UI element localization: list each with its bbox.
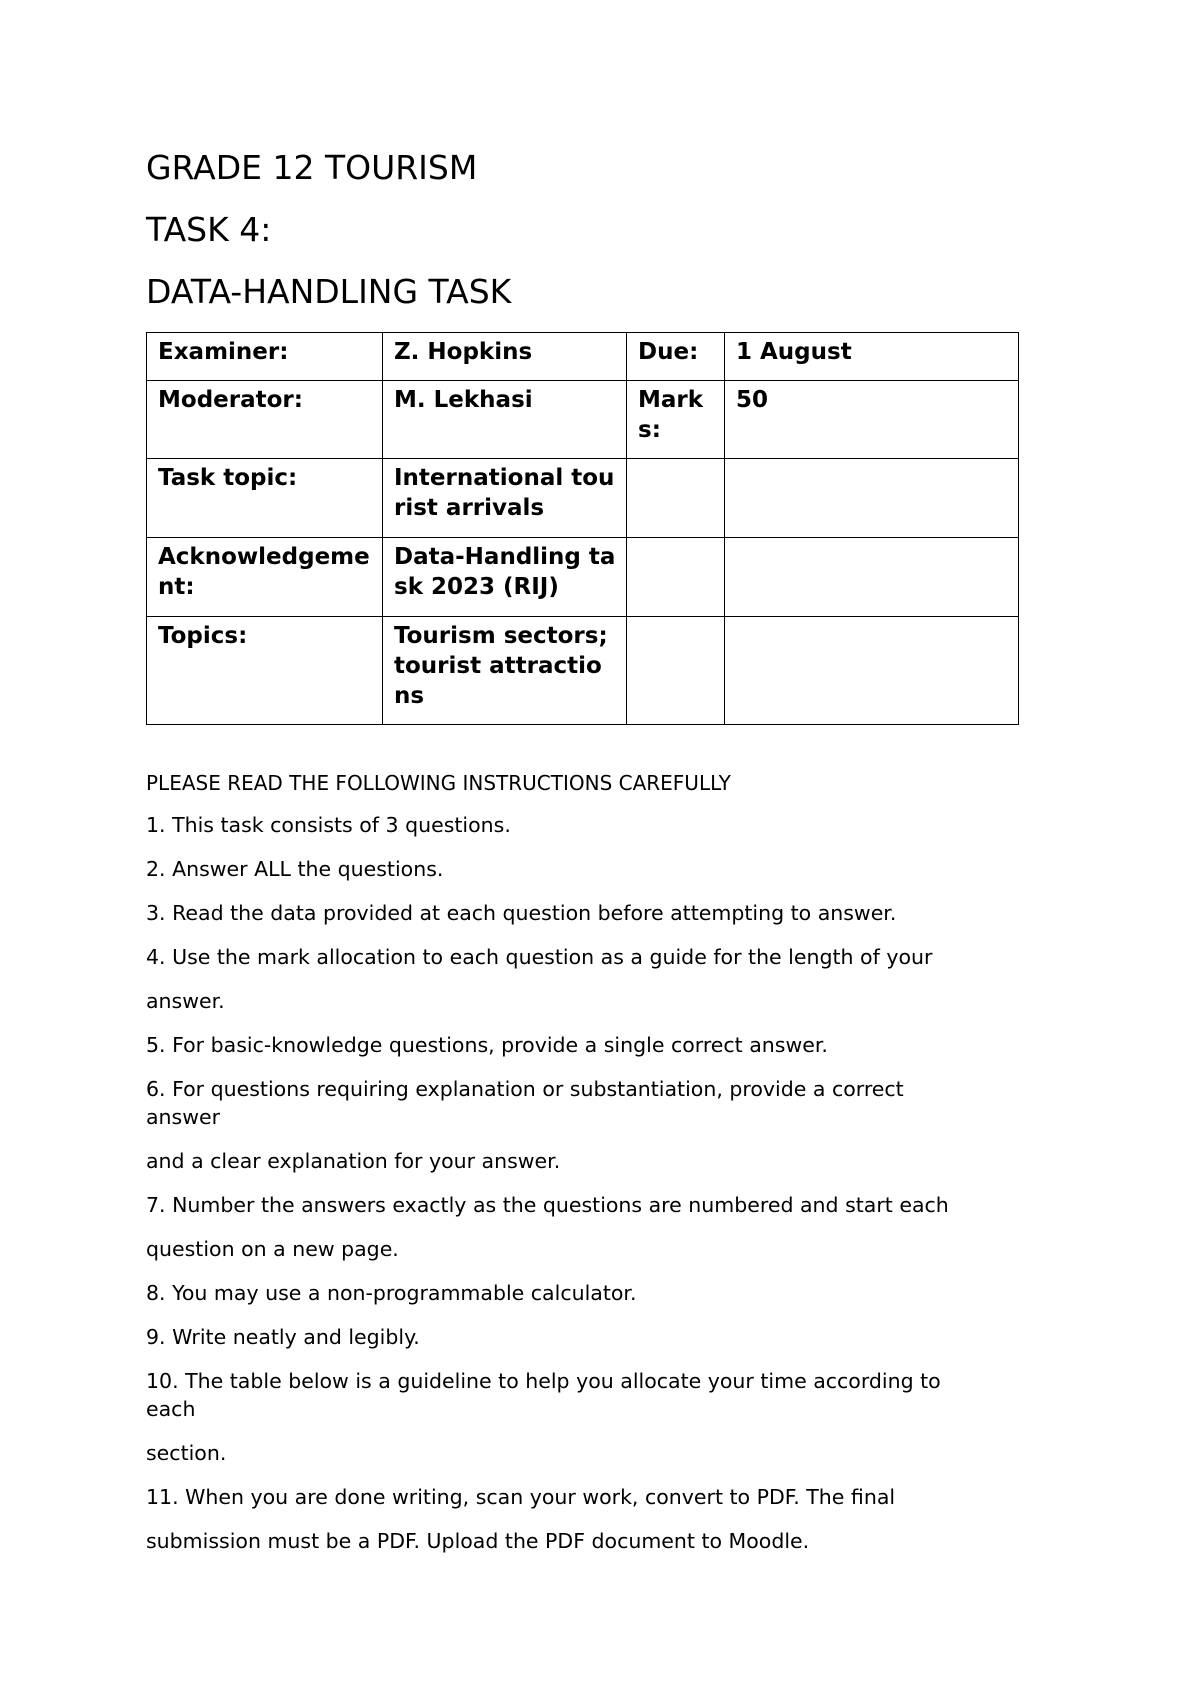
instruction-line: 6. For questions requiring explanation or substantiation, provide a correct — [146, 1077, 904, 1101]
instruction-line: 10. The table below is a guideline to help you allocate your time according to — [146, 1369, 941, 1393]
instruction-line: 9. Write neatly and legibly. — [146, 1325, 420, 1349]
instruction-line: 3. Read the data provided at each question before attempting to answer. — [146, 901, 897, 925]
cell-empty — [725, 617, 1019, 725]
cell-marks-value: 50 — [725, 381, 1019, 459]
cell-task-topic-label: Task topic: — [147, 459, 383, 538]
table-row — [147, 617, 1019, 725]
cell-moderator-value: M. Lekhasi — [383, 381, 627, 459]
instructions-list — [146, 812, 1046, 1555]
cell-empty — [627, 538, 725, 617]
table-row — [147, 381, 1019, 459]
instruction-line: 7. Number the answers exactly as the questions are numbered and start each — [146, 1193, 949, 1217]
instruction-line: 4. Use the mark allocation to each question as a guide for the length of your — [146, 945, 933, 969]
cell-empty — [627, 459, 725, 538]
cell-due-label: Due: — [627, 333, 725, 381]
instruction-line: 2. Answer ALL the questions. — [146, 857, 444, 881]
table-row — [147, 538, 1019, 617]
cell-due-value: 1 August — [725, 333, 1019, 381]
cell-moderator-label: Moderator: — [147, 381, 383, 459]
instruction-line: 5. For basic-knowledge questions, provide a single correct answer. — [146, 1033, 828, 1057]
cell-examiner-label: Examiner: — [147, 333, 383, 381]
cell-empty — [725, 459, 1019, 538]
instruction-line: 11. When you are done writing, scan your work, convert to PDF. The final — [146, 1485, 896, 1509]
instruction-line: answer — [146, 1105, 221, 1129]
instruction-line: 8. You may use a non-programmable calculator. — [146, 1281, 637, 1305]
instruction-line: each — [146, 1397, 196, 1421]
cell-examiner-value: Z. Hopkins — [383, 333, 627, 381]
table-row — [147, 333, 1019, 381]
cell-acknowledgement-value: Data-Handling task 2023 (RIJ) — [383, 538, 627, 617]
cell-acknowledgement-label: Acknowledgement: — [147, 538, 383, 617]
cell-empty — [627, 617, 725, 725]
instruction-line: submission must be a PDF. Upload the PDF document to Moodle. — [146, 1529, 810, 1553]
instruction-line: section. — [146, 1441, 227, 1465]
title-task-number: TASK 4: — [146, 210, 272, 249]
cell-marks-label: Marks: — [627, 381, 725, 459]
instruction-line: and a clear explanation for your answer. — [146, 1149, 561, 1173]
instruction-line: 1. This task consists of 3 questions. — [146, 813, 511, 837]
table-row — [147, 459, 1019, 538]
cell-topics-value: Tourism sectors; tourist attractions — [383, 617, 627, 725]
cell-empty — [725, 538, 1019, 617]
task-info-table — [146, 332, 1019, 725]
title-task-name: DATA-HANDLING TASK — [146, 272, 512, 311]
cell-task-topic-value: International tourist arrivals — [383, 459, 627, 538]
title-grade: GRADE 12 TOURISM — [146, 148, 478, 187]
instructions-title: PLEASE READ THE FOLLOWING INSTRUCTIONS CAREFULLY — [146, 771, 731, 795]
cell-topics-label: Topics: — [147, 617, 383, 725]
instruction-line: answer. — [146, 989, 225, 1013]
instruction-line: question on a new page. — [146, 1237, 399, 1261]
